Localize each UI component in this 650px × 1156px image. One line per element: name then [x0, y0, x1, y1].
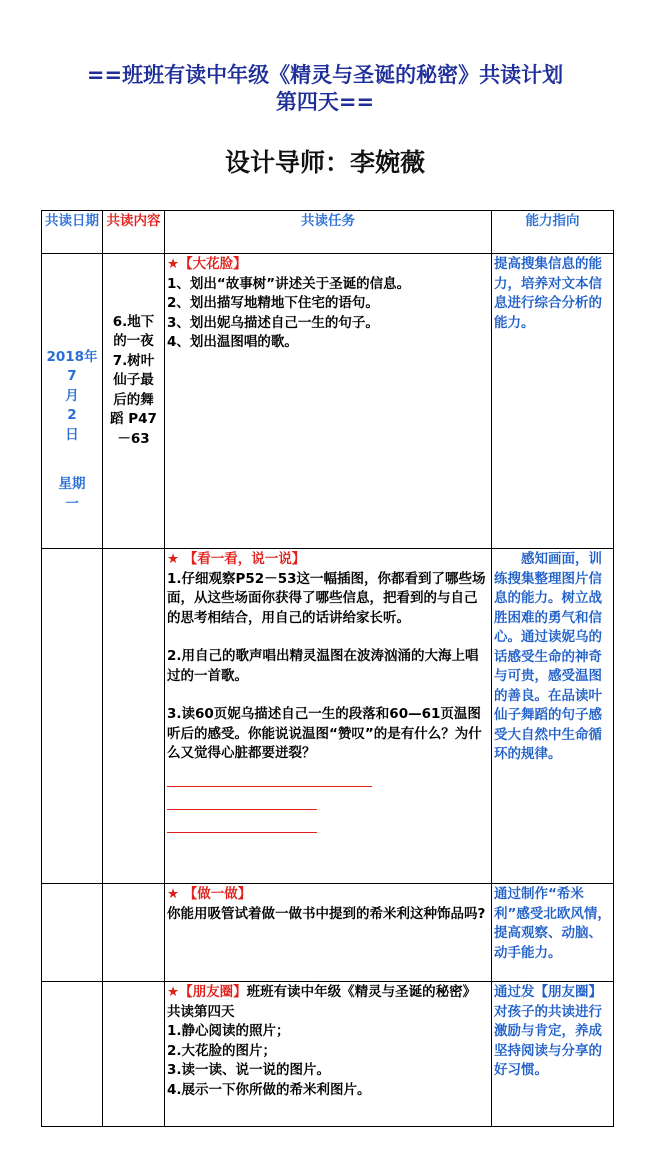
- header-task: 共读任务: [165, 211, 492, 254]
- task-item: 1.仔细观察P52－53这一幅插图，你都看到了哪些场面，从这些场面你获得了哪些信息，把看到的与自己的思考相结合，用自己的话讲给家长听。: [167, 570, 486, 626]
- ability-cell: 提高搜集信息的能力，培养对文本信息进行综合分析的能力。: [492, 254, 614, 549]
- designer-subtitle: 设计导师：李婉薇: [224, 148, 425, 177]
- answer-line[interactable]: [167, 764, 372, 787]
- content-line: 6.地下: [112, 313, 155, 330]
- task-title-line: [167, 983, 489, 1022]
- page-title: [0, 62, 650, 116]
- header-content: 共读内容: [103, 211, 165, 254]
- task-item: 4、划出温图唱的歌。: [167, 334, 298, 350]
- task-cell: [165, 982, 492, 1127]
- content-line: 蹈 P47: [110, 411, 157, 428]
- content-line: 后的舞: [113, 391, 154, 408]
- answer-line[interactable]: [167, 787, 317, 810]
- ability-cell: 感知画面，训练搜集整理图片信息的能力。树立战胜困难的勇气和信心。通过读妮乌的话感受生命的神奇与可贵，感受温图的善良。在品读叶仙子舞蹈的句子感受大自然中生命循环的规律。: [492, 549, 614, 884]
- date-cell: [42, 254, 103, 549]
- content-cell: [103, 254, 165, 549]
- task-cell: [165, 549, 492, 884]
- content-cell-empty: [103, 982, 165, 1127]
- content-line: －63: [117, 430, 150, 447]
- content-line: 的一夜: [113, 333, 154, 350]
- task-item: 2、划出描写地精地下住宅的语句。: [167, 295, 379, 311]
- title-line-1: ==班班有读中年级《精灵与圣诞的秘密》共读计划: [86, 63, 564, 87]
- ability-cell: 通过制作“希米利”感受北欧风情，提高观察、动脑、动手能力。: [492, 884, 614, 982]
- content-cell-empty: [103, 884, 165, 982]
- title-line-2: 第四天==: [275, 90, 375, 114]
- date-month: 7: [67, 368, 77, 385]
- answer-line[interactable]: [167, 810, 317, 833]
- header-ability: 能力指向: [492, 211, 614, 254]
- header-date: 共读日期: [42, 211, 103, 254]
- date-cell-empty: [42, 884, 103, 982]
- table-row: [42, 254, 614, 549]
- task-title: ★【朋友圈】: [167, 984, 247, 1000]
- content-line: 7.树叶: [112, 352, 155, 369]
- date-cell-empty: [42, 549, 103, 884]
- task-title-rest: 班班有读中年级《精灵与圣诞的秘密》共读第四天: [167, 984, 477, 1020]
- table-row: [42, 549, 614, 884]
- reading-plan-table: [41, 210, 614, 1127]
- task-item: 2.大花脸的图片；: [167, 1042, 277, 1059]
- task-item: 3.读一读、说一说的图片。: [167, 1062, 331, 1078]
- task-item: 3、划出妮乌描述自己一生的句子。: [167, 314, 379, 331]
- task-item: 3.读60页妮乌描述自己一生的段落和60—61页温图听后的感受。你能说说温图“赞叹”的是有什么？为什么又觉得心脏都要迸裂？: [167, 706, 482, 761]
- ability-cell: 通过发【朋友圈】对孩子的共读进行激励与肯定，养成坚持阅读与分享的好习惯。: [492, 982, 614, 1127]
- date-cell-empty: [42, 982, 103, 1127]
- date-day-unit: 日: [65, 426, 79, 443]
- task-title: ★ 【做一做】: [167, 886, 252, 902]
- weekday-line-2: 一: [65, 495, 79, 512]
- task-title: ★【大花脸】: [167, 256, 247, 272]
- table-row: [42, 982, 614, 1127]
- task-item: 1.静心阅读的照片；: [167, 1023, 290, 1039]
- date-day: 2: [67, 407, 77, 424]
- table-header-row: [42, 211, 614, 254]
- task-item: 4.展示一下你所做的希米利图片。: [167, 1081, 371, 1098]
- date-month-unit: 月: [65, 387, 79, 404]
- task-item: 1、划出“故事树”讲述关于圣诞的信息。: [167, 275, 411, 292]
- content-cell-empty: [103, 549, 165, 884]
- table-row: [42, 884, 614, 982]
- task-title: ★ 【看一看，说一说】: [167, 551, 306, 567]
- task-item: 2.用自己的歌声唱出精灵温图在波涛汹涌的大海上唱过的一首歌。: [167, 648, 479, 684]
- task-cell: [165, 254, 492, 549]
- task-item: 你能用吸管试着做一做书中提到的希米利这种饰品吗?: [167, 905, 486, 922]
- date-year: 2018年: [46, 348, 98, 365]
- weekday-line-1: 星期: [58, 476, 86, 493]
- content-line: 仙子最: [113, 372, 154, 389]
- task-cell: [165, 884, 492, 982]
